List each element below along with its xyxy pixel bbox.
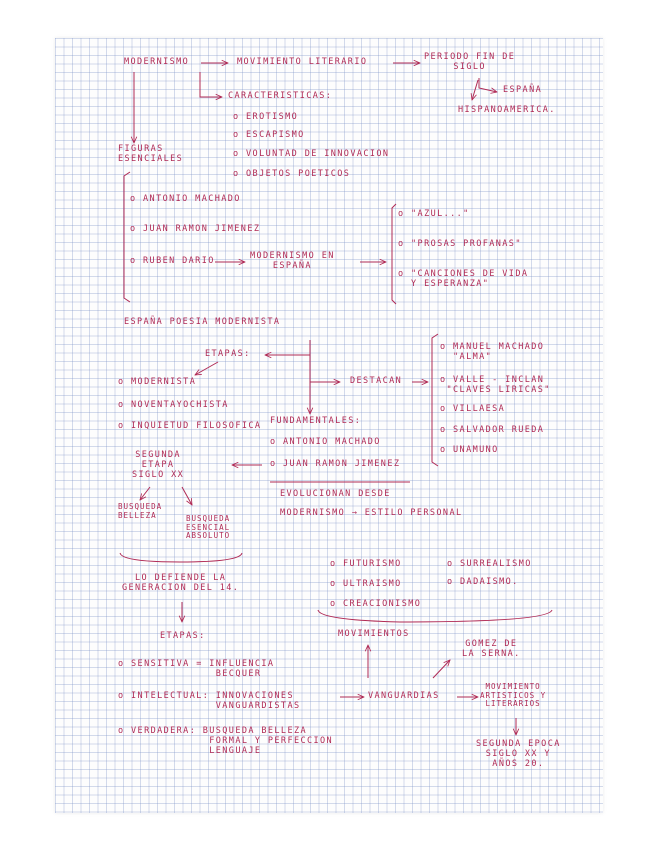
vanguardias-label: VANGUARDIAS — [368, 691, 440, 701]
movimiento-item: o DADAISMO. — [447, 577, 519, 587]
generacion-etapas-label: ETAPAS: — [160, 631, 206, 641]
figura-item: o JUAN RAMON JIMENEZ — [130, 224, 261, 234]
movimiento-label: MOVIMIENTO LITERARIO — [237, 57, 368, 67]
fundamental-item: o JUAN RAMON JIMENEZ — [270, 459, 401, 469]
movimiento-item: o ULTRAISMO — [330, 579, 402, 589]
obra-item: o "AZUL..." — [398, 209, 470, 219]
modernismo-estilo-label: MODERNISMO → ESTILO PERSONAL — [280, 508, 463, 518]
figura-item: o RUBEN DARIO — [130, 256, 215, 266]
etapas-label: ETAPAS: — [205, 349, 251, 359]
segunda-etapa-label: SEGUNDA ETAPA SIGLO XX — [132, 450, 185, 480]
caracteristica-item: o OBJETOS POETICOS — [233, 169, 351, 179]
etapa-verdadera: o VERDADERA: BUSQUEDA BELLEZA FORMAL Y PERFECCION LENGUAJE — [118, 726, 334, 756]
caracteristica-item: o EROTISMO — [233, 112, 299, 122]
destacado-item: o VALLE - INCLAN "CLAVES LIRICAS" — [440, 375, 551, 395]
destacan-label: DESTACAN — [350, 376, 403, 386]
destacado-item: o UNAMUNO — [440, 445, 499, 455]
etapa-sensitiva: o SENSITIVA = INFLUENCIA BECQUER — [118, 659, 275, 679]
fundamental-item: o ANTONIO MACHADO — [270, 437, 381, 447]
movimiento-item: o SURREALISMO — [447, 559, 532, 569]
arrow-vanguardias-gomez — [433, 660, 450, 678]
destacado-item: o VILLAESA — [440, 404, 506, 414]
bracket-figuras — [124, 172, 130, 302]
bracket-obras — [392, 204, 396, 304]
hispanoamerica-label: HISPANOAMERICA. — [458, 105, 556, 115]
brace-generacion — [120, 553, 242, 562]
segunda-epoca-label: SEGUNDA EPOCA SIGLO XX Y AÑOS 20. — [476, 739, 561, 769]
caracteristicas-title: CARACTERISTICAS: — [228, 91, 333, 101]
caracteristica-item: o ESCAPISMO — [233, 130, 305, 140]
busqueda-esencial-label: BUSQUEDA ESENCIAL ABSOLUTO — [186, 514, 231, 541]
movimientos-label: MOVIMIENTOS — [338, 629, 410, 639]
brace-movimientos — [318, 610, 552, 622]
movimiento-artistico-label: MOVIMIENTO ARTISTICOS Y LITERARIOS — [480, 682, 547, 709]
arrow-espana — [479, 78, 497, 92]
arrow-segunda-esencial — [182, 487, 192, 505]
arrow-caracteristicas — [200, 72, 222, 97]
obra-item: o "CANCIONES DE VIDA Y ESPERANZA" — [398, 269, 529, 289]
arrow-hispanoamerica — [472, 80, 478, 100]
espana-poesia-title: ESPAÑA POESIA MODERNISTA — [124, 317, 281, 327]
periodo-label: PERIODO FIN DE SIGLO — [424, 52, 516, 72]
modernismo-label: MODERNISMO — [124, 57, 190, 67]
gomez-label: GOMEZ DE LA SERNA. — [462, 639, 521, 659]
generacion-title: LO DEFIENDE LA GENERACION DEL 14. — [122, 573, 240, 593]
etapa-item: o NOVENTAYOCHISTA — [118, 400, 229, 410]
etapa-item: o INQUIETUD FILOSOFICA — [118, 421, 262, 431]
etapa-item: o MODERNISTA — [118, 377, 197, 387]
arrow-etapas-modernista — [195, 362, 218, 375]
evolucionan-label: EVOLUCIONAN DESDE — [280, 489, 391, 499]
movimiento-item: o FUTURISMO — [330, 559, 402, 569]
bracket-destacados — [432, 334, 438, 466]
arrow-segunda-belleza — [140, 487, 150, 500]
busqueda-belleza-label: BUSQUEDA BELLEZA — [118, 502, 163, 520]
obra-item: o "PROSAS PROFANAS" — [398, 239, 522, 249]
destacado-item: o SALVADOR RUEDA — [440, 425, 545, 435]
figura-item: o ANTONIO MACHADO — [130, 194, 241, 204]
fundamentales-title: FUNDAMENTALES: — [270, 416, 362, 426]
destacado-item: o MANUEL MACHADO "ALMA" — [440, 342, 545, 362]
espana-label: ESPAÑA — [503, 85, 543, 95]
modernismo-espana-label: MODERNISMO EN ESPAÑA — [250, 251, 335, 271]
figuras-title: FIGURAS ESENCIALES — [118, 144, 184, 164]
caracteristica-item: o VOLUNTAD DE INNOVACION — [233, 149, 390, 159]
movimiento-item: o CREACIONISMO — [330, 599, 422, 609]
etapa-intelectual: o INTELECTUAL: INNOVACIONES VANGUARDISTAS — [118, 691, 301, 711]
